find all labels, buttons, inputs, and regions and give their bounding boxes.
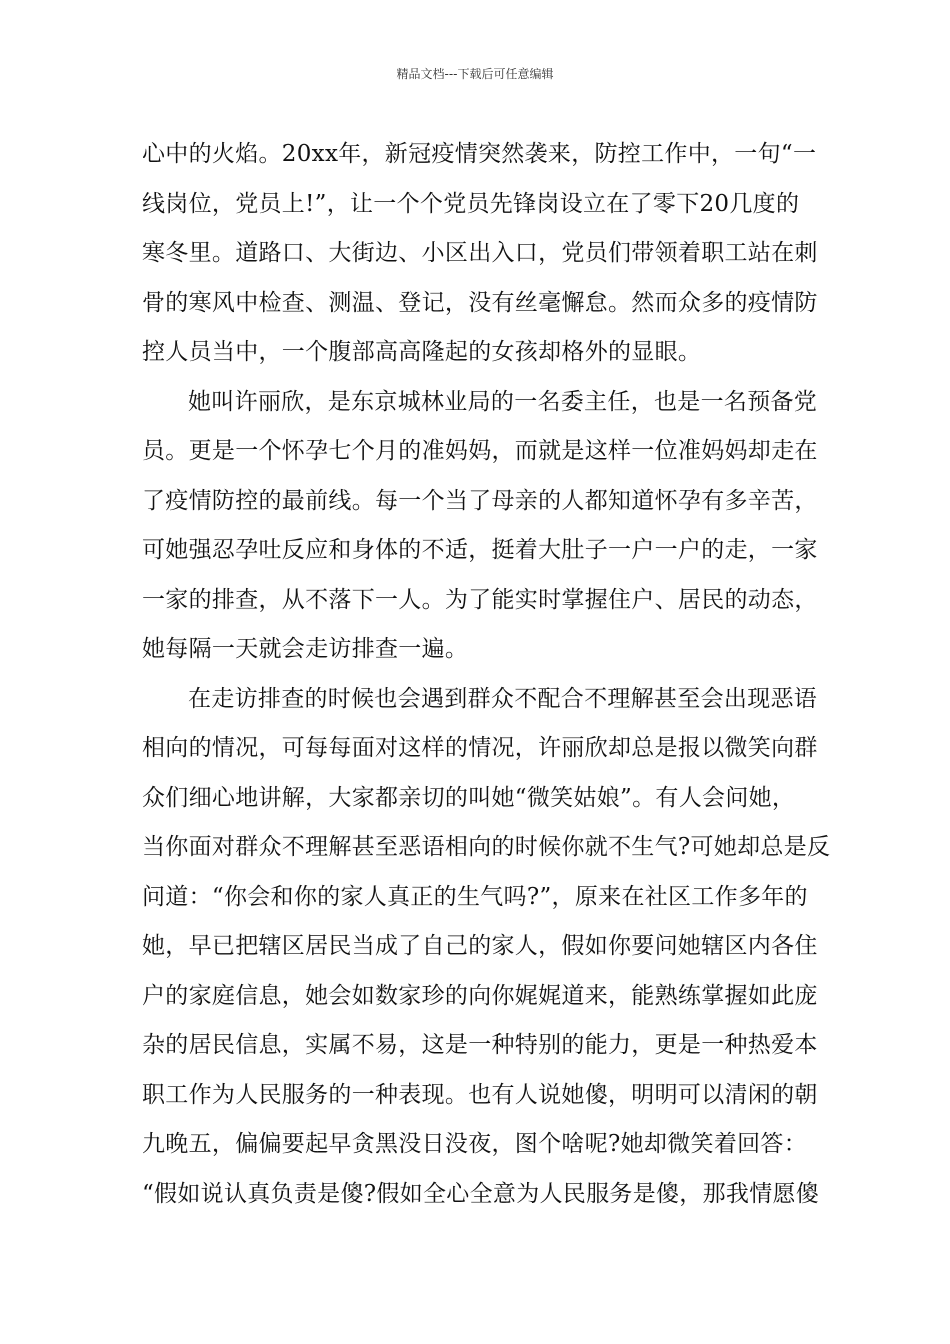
text-line: 员。更是一个怀孕七个月的准妈妈，而就是这样一位准妈妈却走在 <box>142 438 818 464</box>
text-line: 了疫情防控的最前线。每一个当了母亲的人都知道怀孕有多辛苦， <box>142 487 818 514</box>
text-line: “假如说认真负责是傻?假如全心全意为人民服务是傻，那我情愿傻 <box>142 1180 820 1207</box>
paragraph-start-line: 在走访排查的时候也会遇到群众不配合不理解甚至会出现恶语 <box>188 685 818 712</box>
text-line: 杂的居民信息，实属不易，这是一种特别的能力，更是一种热爱本 <box>142 1032 818 1058</box>
text-line: 她每隔一天就会走访排查一遍。 <box>142 636 469 662</box>
paragraph-start-line: 她叫许丽欣，是东京城林业局的一名委主任，也是一名预备党 <box>188 388 818 415</box>
text-line: 户的家庭信息，她会如数家珍的向你娓娓道来，能熟练掌握如此庞 <box>142 982 818 1009</box>
page-header: 精品文档---下载后可任意编辑 <box>396 67 554 81</box>
text-line: 相向的情况，可每每面对这样的情况，许丽欣却总是报以微笑向群 <box>142 735 818 761</box>
text-line: 问道：“你会和你的家人真正的生气吗?”，原来在社区工作多年的 <box>142 883 808 910</box>
text-line: 寒冬里。道路口、大街边、小区出入口，党员们带领着职工站在刺 <box>142 240 818 266</box>
body-text <box>142 130 831 1219</box>
text-line: 职工作为人民服务的一种表现。也有人说她傻，明明可以清闲的朝 <box>142 1081 818 1108</box>
text-line: 心中的火焰。20xx年，新冠疫情突然袭来，防控工作中，一句“一 <box>142 141 817 167</box>
text-line: 可她强忍孕吐反应和身体的不适，挺着大肚子一户一户的走，一家 <box>142 537 818 563</box>
text-line: 九晚五，偏偏要起早贪黑没日没夜，图个啥呢?她却微笑着回答： <box>142 1131 808 1157</box>
text-line: 控人员当中，一个腹部高高隆起的女孩却格外的显眼。 <box>142 339 702 365</box>
text-line: 当你面对群众不理解甚至恶语相向的时候你就不生气?可她却总是反 <box>142 834 831 860</box>
text-line: 线岗位，党员上!”，让一个个党员先锋岗设立在了零下20几度的 <box>142 190 800 217</box>
text-line: 众们细心地讲解，大家都亲切的叫她“微笑姑娘”。有人会问她， <box>142 784 796 811</box>
text-line: 她，早已把辖区居民当成了自己的家人，假如你要问她辖区内各住 <box>142 933 818 959</box>
text-line: 一家的排查，从不落下一人。为了能实时掌握住户、居民的动态， <box>142 586 818 613</box>
text-line: 骨的寒风中检查、测温、登记，没有丝毫懈怠。然而众多的疫情防 <box>142 289 818 316</box>
